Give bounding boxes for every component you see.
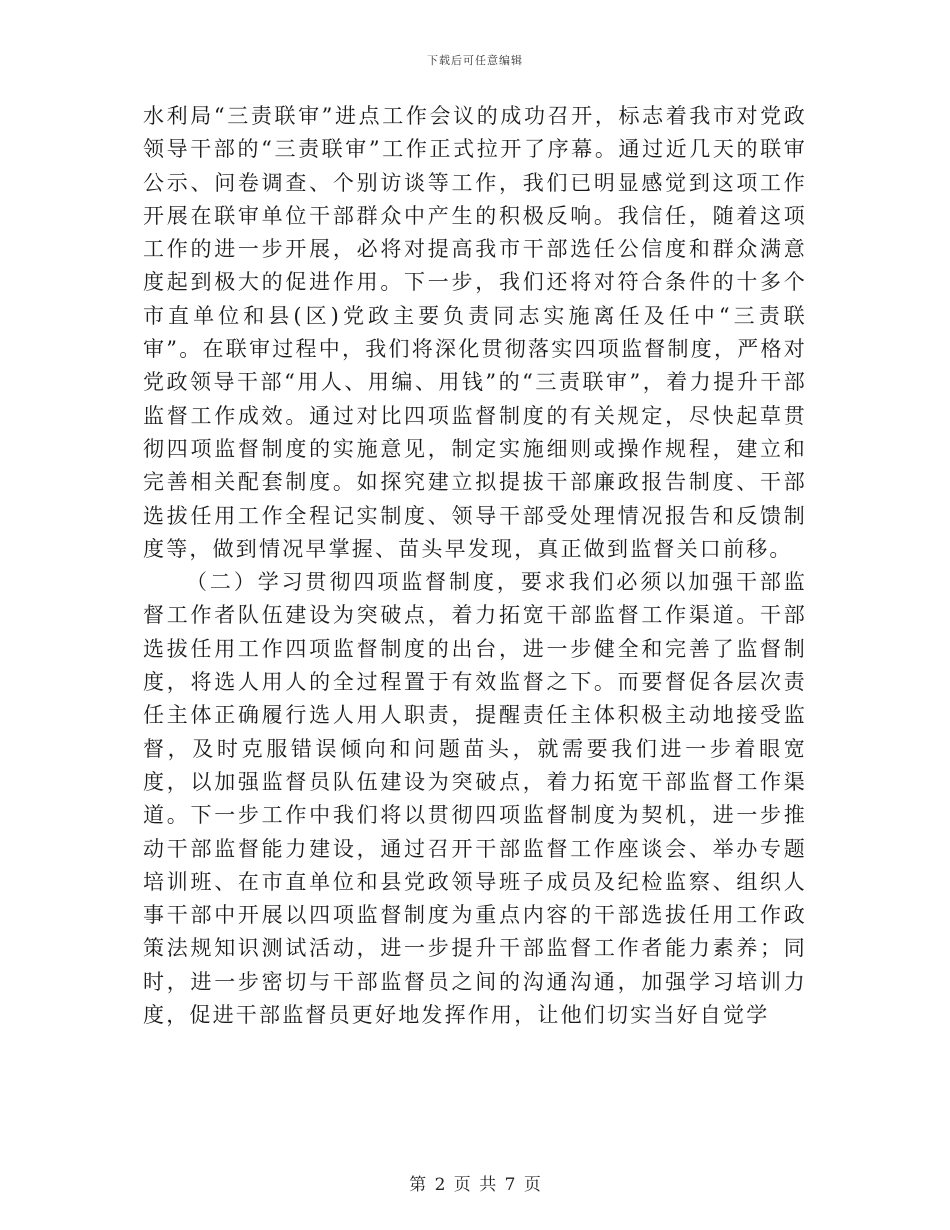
page-header-note: 下载后可任意编辑	[427, 54, 523, 67]
document-body	[143, 100, 807, 1032]
body-paragraph-2: （二）学习贯彻四项监督制度，要求我们必须以加强干部监督工作者队伍建设为突破点，着力拓宽干部监督工作渠道。干部选拔任用工作四项监督制度的出台，进一步健全和完善了监督制度，将选人用人的全过程置于有效监督之下。而要督促各层次责任主体正确履行选人用人职责，提醒责任主体积极主动地接受监督，及时克服错误倾向和问题苗头，就需要我们进一步着眼宽度，以加强监督员队伍建设为突破点，着力拓宽干部监督工作渠道。下一步工作中我们将以贯彻四项监督制度为契机，进一步推动干部监督能力建设，通过召开干部监督工作座谈会、举办专题培训班、在市直单位和县党政领导班子成员及纪检监察、组织人事干部中开展以四项监督制度为重点内容的干部选拔任用工作政策法规知识测试活动，进一步提升干部监督工作者能力素养；同时，进一步密切与干部监督员之间的沟通沟通，加强学习培训力度，促进干部监督员更好地发挥作用，让他们切实当好自觉学	[143, 570, 807, 1028]
body-paragraph-1: 水利局“三责联审”进点工作会议的成功召开，标志着我市对党政领导干部的“三责联审”工作正式拉开了序幕。通过近几天的联审公示、问卷调查、个别访谈等工作，我们已明显感觉到这项工作开展在联审单位干部群众中产生的积极反响。我信任，随着这项工作的进一步开展，必将对提高我市干部选任公信度和群众满意度起到极大的促进作用。下一步，我们还将对符合条件的十多个市直单位和县(区)党政主要负责同志实施离任及任中“三责联审”。在联审过程中，我们将深化贯彻落实四项监督制度，严格对党政领导干部“用人、用编、用钱”的“三责联审”，着力提升干部监督工作成效。通过对比四项监督制度的有关规定，尽快起草贯彻四项监督制度的实施意见，制定实施细则或操作规程，建立和完善相关配套制度。如探究建立拟提拔干部廉政报告制度、干部选拔任用工作全程记实制度、领导干部受处理情况报告和反馈制度等，做到情况早掌握、苗头早发现，真正做到监督关口前移。	[143, 104, 807, 561]
page-number: 第 2 页 共 7 页	[409, 1175, 541, 1195]
